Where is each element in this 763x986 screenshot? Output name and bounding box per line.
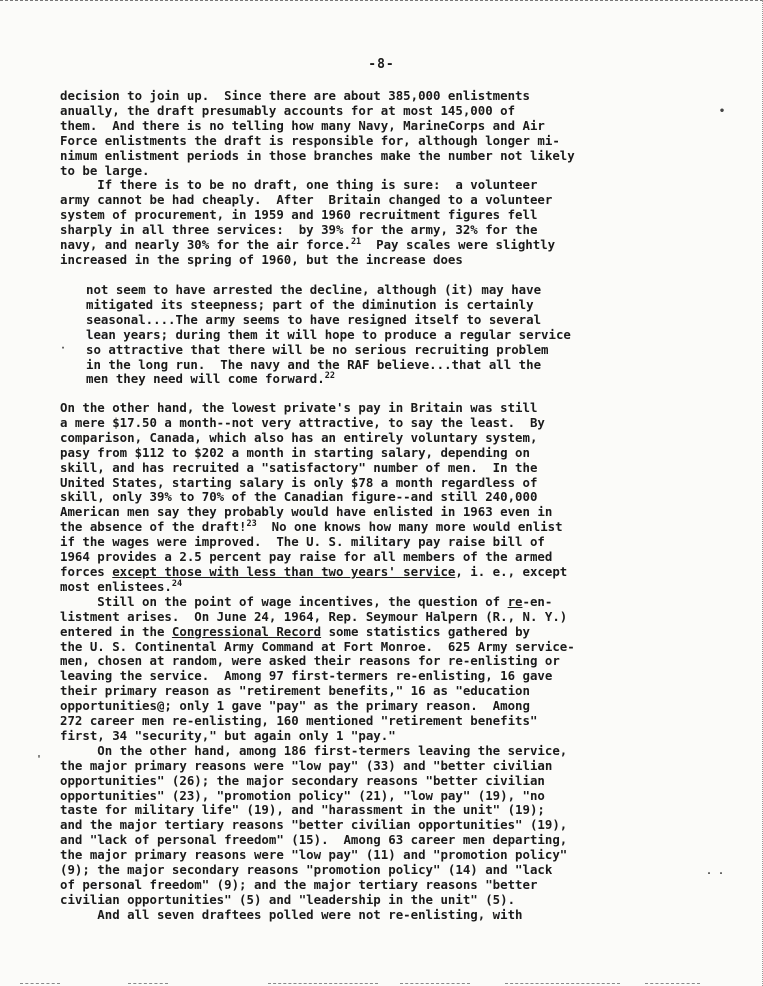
text-run: men they need will come forward. [86,371,325,387]
footer-scan-line [268,983,378,984]
footer-scan-line [20,983,60,984]
text-run: the absence of the draft! [60,519,247,535]
footer-scan-line [645,983,700,984]
text-line: to be large. [60,162,150,178]
underlined-text: re [507,593,523,609]
text-line: first, 34 "security," but again only 1 "pay." [60,727,396,743]
footnote-ref: 21 [350,237,362,248]
text-line: the major primary reasons were "low pay" (33) and "better civilian [60,757,553,773]
text-run: navy, and nearly 30% for the air force. [60,237,351,253]
text-line: skill, only 39% to 70% of the Canadian figure--and still 240,000 [60,489,538,505]
text-run: Pay scales were slightly [361,237,556,253]
text-run: most enlistees. [60,578,172,594]
text-line: sharply in all three services: by 39% for the army, 32% for the [60,222,538,238]
text-line: nimum enlistment periods in those branches make the number not likely [60,147,575,163]
paragraph-1-and-2 [60,89,760,268]
text-line: and the major tertiary reasons "better civilian opportunities" (19), [60,817,568,833]
text-line [60,519,563,534]
text-line [60,237,555,252]
text-line: American men say they probably would have enlisted in 1963 even in [60,504,553,520]
text-line: them. And there is no telling how many Navy, MarineCorps and Air [60,117,545,133]
text-line: On the other hand, the lowest private's pay in Britain was still [60,400,538,415]
text-line: Force enlistments the draft is responsible for, although longer mi- [60,132,560,148]
text-line: United States, starting salary is only $78 a month regardless of [60,474,538,490]
text-line: And all seven draftees polled were not re-enlisting, with [60,906,523,922]
text-line: men, chosen at random, were asked their reasons for re-enlisting or [60,653,560,669]
text-line: 272 career men re-enlisting, 160 mentioned "retirement benefits" [60,713,538,729]
text-line: system of procurement, in 1959 and 1960 recruitment figures fell [60,207,538,223]
text-line: decision to join up. Since there are about 385,000 enlistments [60,88,530,103]
text-line: lean years; during them it will hope to produce a regular service [86,326,571,342]
underlined-text: except those with less than two years' service [112,563,456,579]
text-run: -en- [522,593,553,609]
text-line: civilian opportunities" (5) and "leadership in the unit" (5). [60,891,516,907]
text-line [60,624,530,639]
text-line: taste for military life" (19), and "harassment in the unit" (19); [60,802,545,818]
footer-scan-line [505,983,620,984]
text-line: listment arises. On June 24, 1964, Rep. Seymour Halpern (R., N. Y.) [60,608,568,624]
text-line: of personal freedom" (9); and the major tertiary reasons "better [60,877,538,892]
body-paragraphs [60,401,760,923]
footnote-ref: 23 [246,519,257,530]
text-line [60,594,552,609]
text-run: some statistics gathered by [321,623,530,639]
text-line [60,564,567,579]
text-line: 1964 provides a 2.5 percent pay raise for all members of the armed [60,549,553,565]
scan-speck: • [719,106,726,117]
scan-speck: . . [706,866,725,877]
text-line: their primary reason as "retirement benefits," 16 as "education [60,683,530,699]
block-quote [86,283,746,387]
text-line: seasonal....The army seems to have resigned itself to several [86,311,542,327]
text-line: skill, and has recruited a "satisfactory" number of men. In the [60,459,538,475]
text-run: entered in the [60,623,172,639]
text-line: If there is to be no draft, one thing is sure: a volunteer [60,177,538,193]
text-line: comparison, Canada, which also has an entirely voluntary system, [60,429,538,445]
footnote-ref: 24 [171,578,183,589]
text-line: On the other hand, among 186 first-termers leaving the service, [60,742,568,758]
text-line: not seem to have arrested the decline, although (it) may have [86,282,542,297]
text-line: and "lack of personal freedom" (15). Among 63 career men departing, [60,832,568,848]
page-top-edge [0,0,763,3]
text-line: the major primary reasons were "low pay" (11) and "promotion policy" [60,847,568,863]
text-line: army cannot be had cheaply. After Britain changed to a volunteer [60,192,553,208]
text-line: in the long run. The navy and the RAF believe...that all the [86,356,542,372]
text-line: opportunities@; only 1 gave "pay" as the primary reason. Among [60,698,530,714]
text-line [86,371,335,386]
text-line: mitigated its steepness; part of the diminution is certainly [86,296,534,312]
text-line: the U. S. Continental Army Command at Fort Monroe. 625 Army service- [60,638,575,654]
text-line: pasy from $112 to $202 a month in starting salary, depending on [60,444,530,460]
text-line: increased in the spring of 1960, but the increase does [60,251,463,267]
text-line: opportunities" (23), "promotion policy" (21), "low pay" (19), "no [60,787,545,803]
text-line: if the wages were improved. The U. S. military pay raise bill of [60,534,545,550]
text-run: , i. e., except [455,563,568,579]
text-line: a mere $17.50 a month--not very attractive, to say the least. By [60,414,545,430]
footer-scan-line [128,983,168,984]
text-line: so attractive that there will be no serious recruiting problem [86,341,549,357]
footer-scan-line [400,983,470,984]
page-number: -8- [368,57,395,72]
text-line [60,579,182,594]
text-run: Still on the point of wage incentives, the question of [60,593,508,609]
text-run: forces [60,563,113,579]
text-line: opportunities" (26); the major secondary reasons "better civilian [60,772,545,788]
underlined-publication-title: Congressional Record [171,623,322,639]
text-line: (9); the major secondary reasons "promotion policy" (14) and "lack [60,862,553,878]
text-line: anually, the draft presumably accounts for at most 145,000 of [60,102,516,118]
text-run: No one knows how many more would enlist [256,519,563,535]
text-line: leaving the service. Among 97 first-termers re-enlisting, 16 gave [60,668,553,684]
footnote-ref: 22 [324,371,335,382]
scan-speck: ' [36,754,43,765]
scan-speck: · [60,343,67,354]
